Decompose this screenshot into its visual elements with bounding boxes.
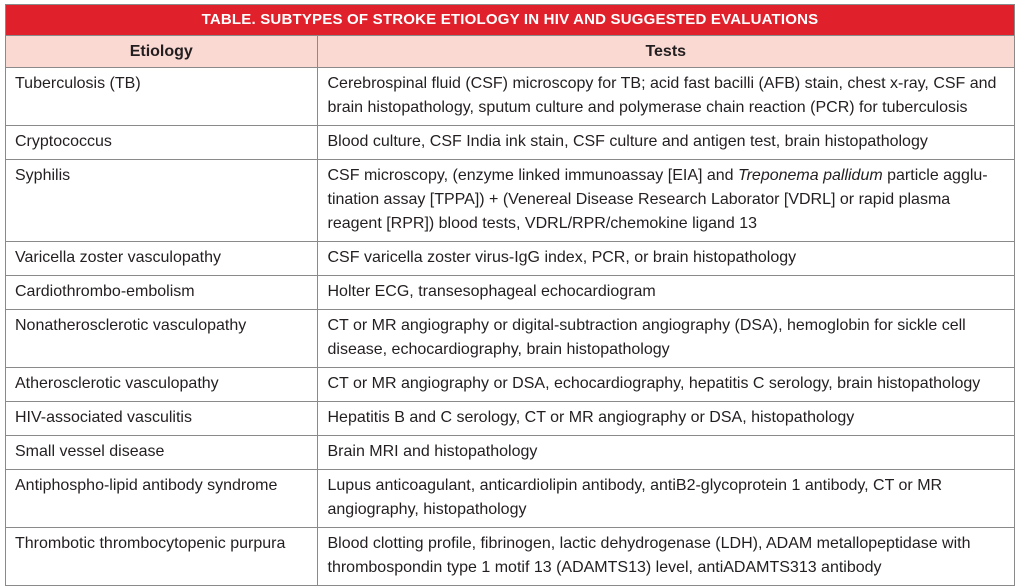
tests-cell: Cerebrospinal fluid (CSF) microscopy for TB; acid fast bacilli (AFB) stain, chest x-ray, CSF and brain histopathology, sputum culture and polymerase chain reaction (PCR) for tuberculosis bbox=[317, 68, 1014, 126]
table-row bbox=[6, 68, 1014, 126]
etiology-cell: Nonatherosclerotic vasculopathy bbox=[6, 310, 317, 368]
tests-italic-organism: Treponema pallidum bbox=[738, 167, 883, 184]
tests-cell: Holter ECG, transesophageal echocardiogram bbox=[317, 276, 1014, 310]
etiology-cell: HIV-associated vasculitis bbox=[6, 402, 317, 436]
table-row bbox=[6, 436, 1014, 470]
etiology-cell: Atherosclerotic vasculopathy bbox=[6, 368, 317, 402]
column-header-etiology: Etiology bbox=[6, 36, 317, 68]
table-row bbox=[6, 242, 1014, 276]
tests-text-part: CSF microscopy, (enzyme linked immunoassay [EIA] and bbox=[327, 167, 739, 184]
etiology-cell: Thrombotic thrombocytopenic purpura bbox=[6, 528, 317, 586]
table-row bbox=[6, 368, 1014, 402]
table-row bbox=[6, 310, 1014, 368]
tests-cell: CT or MR angiography or DSA, echocardiography, hepatitis C serology, brain histopathology bbox=[317, 368, 1014, 402]
table-title: TABLE. SUBTYPES OF STROKE ETIOLOGY IN HIV AND SUGGESTED EVALUATIONS bbox=[6, 5, 1014, 36]
etiology-table bbox=[5, 4, 1015, 586]
tests-text-part: particle agglu-tination assay [TPPA]) + (Venereal Disease Research Laborator [VDRL] or rapid plasma reagent [RPR]) blood tests, VDRL/RPR/chemokine ligand 13 bbox=[327, 167, 988, 232]
etiology-cell: Tuberculosis (TB) bbox=[15, 75, 141, 92]
tests-cell: CT or MR angiography or digital-subtraction angiography (DSA), hemoglobin for sickle cell disease, echocardiography, brain histopathology bbox=[317, 310, 1014, 368]
data-table bbox=[6, 36, 1014, 585]
tests-cell: CSF varicella zoster virus-IgG index, PCR, or brain histopathology bbox=[317, 242, 1014, 276]
etiology-cell: Syphilis bbox=[6, 160, 317, 242]
table-row bbox=[6, 470, 1014, 528]
header-row bbox=[6, 36, 1014, 68]
tests-cell: Blood culture, CSF India ink stain, CSF culture and antigen test, brain histopathology bbox=[317, 126, 1014, 160]
tests-cell: Blood clotting profile, fibrinogen, lactic dehydrogenase (LDH), ADAM metallopeptidase with thrombospondin type 1 motif 13 (ADAMTS13) level, antiADAMTS313 antibody bbox=[317, 528, 1014, 586]
column-header-tests: Tests bbox=[317, 36, 1014, 68]
table-row bbox=[6, 528, 1014, 586]
table-row bbox=[6, 276, 1014, 310]
tests-cell: Hepatitis B and C serology, CT or MR angiography or DSA, histopathology bbox=[317, 402, 1014, 436]
tests-cell: Lupus anticoagulant, anticardiolipin antibody, antiB2-glycoprotein 1 antibody, CT or MR angiography, histopathology bbox=[317, 470, 1014, 528]
table-row bbox=[6, 402, 1014, 436]
table-row bbox=[6, 126, 1014, 160]
etiology-cell: Varicella zoster vasculopathy bbox=[6, 242, 317, 276]
etiology-cell: Cardiothrombo-embolism bbox=[6, 276, 317, 310]
etiology-cell: Antiphospho-lipid antibody syndrome bbox=[6, 470, 317, 528]
table-row bbox=[6, 160, 1014, 242]
tests-cell bbox=[317, 160, 1014, 242]
tests-cell: Brain MRI and histopathology bbox=[317, 436, 1014, 470]
etiology-cell: Cryptococcus bbox=[6, 126, 317, 160]
etiology-cell: Small vessel disease bbox=[6, 436, 317, 470]
